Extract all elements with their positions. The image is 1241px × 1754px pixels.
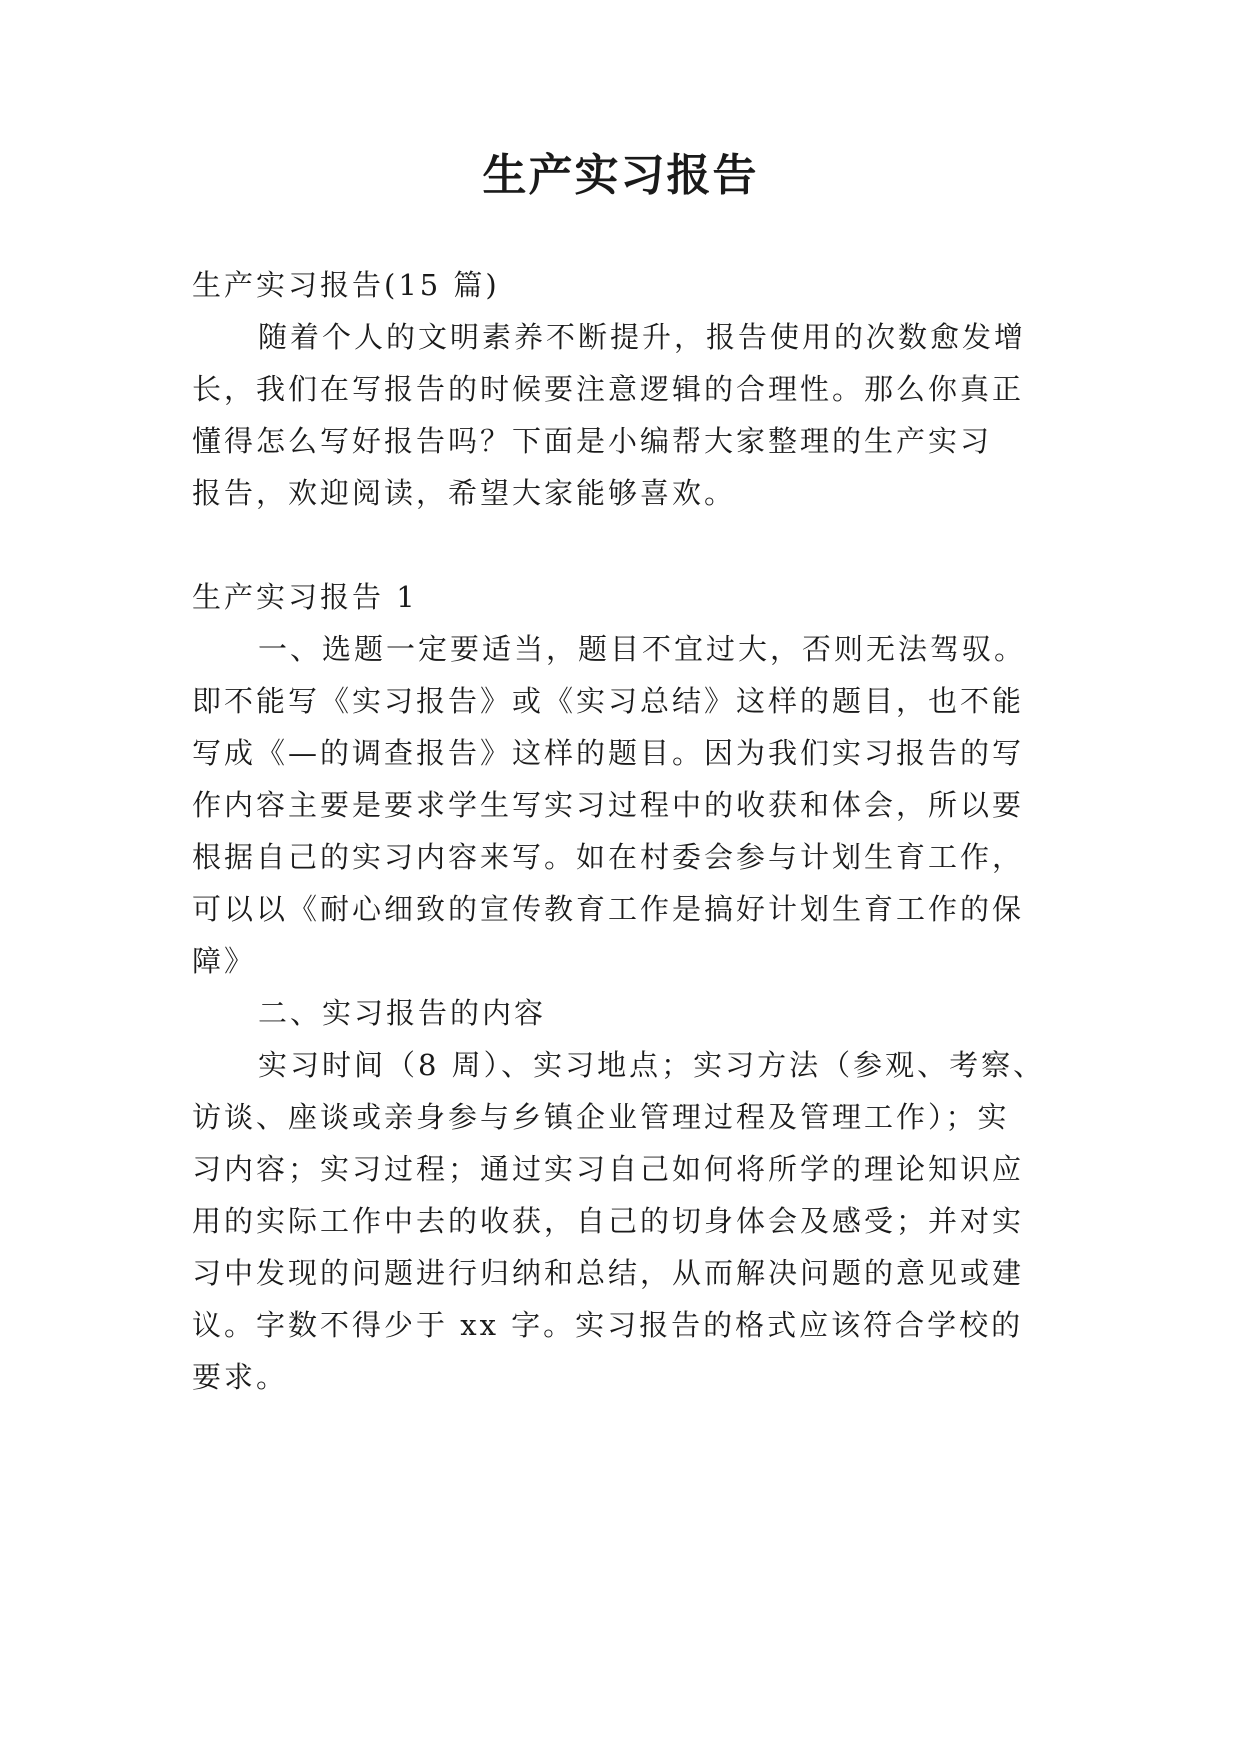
paragraph-line: 根据自己的实习内容来写。如在村委会参与计划生育工作， xyxy=(192,840,1025,874)
paragraph-line: 访谈、座谈或亲身参与乡镇企业管理过程及管理工作）；实 xyxy=(192,1100,1010,1134)
intro-line: 长，我们在写报告的时候要注意逻辑的合理性。那么你真正 xyxy=(192,372,1025,406)
paragraph-line: 可以以《耐心细致的宣传教育工作是搞好计划生育工作的保 xyxy=(192,892,1025,926)
paragraph-line: 写成《—的调查报告》这样的题目。因为我们实习报告的写 xyxy=(192,736,1025,770)
document-subtitle: 生产实习报告(15 篇) xyxy=(192,268,500,302)
paragraph-line: 障》 xyxy=(192,944,257,978)
paragraph-line: 习内容；实习过程；通过实习自己如何将所学的理论知识应 xyxy=(192,1152,1025,1186)
intro-line: 报告，欢迎阅读，希望大家能够喜欢。 xyxy=(192,476,737,510)
section-heading: 生产实习报告 1 xyxy=(192,580,418,614)
paragraph-line: 即不能写《实习报告》或《实习总结》这样的题目，也不能 xyxy=(192,684,1025,718)
intro-line: 随着个人的文明素养不断提升，报告使用的次数愈发增 xyxy=(258,320,1027,354)
document-title: 生产实习报告 xyxy=(482,150,759,201)
paragraph-line: 二、实习报告的内容 xyxy=(258,996,547,1030)
intro-line: 懂得怎么写好报告吗？下面是小编帮大家整理的生产实习 xyxy=(192,424,993,458)
paragraph-line: 一、选题一定要适当，题目不宜过大，否则无法驾驭。 xyxy=(258,632,1027,666)
paragraph-line: 要求。 xyxy=(192,1360,289,1394)
paragraph-line: 作内容主要是要求学生写实习过程中的收获和体会，所以要 xyxy=(192,788,1025,822)
paragraph-line: 实习时间（8 周）、实习地点；实习方法（参观、考察、 xyxy=(258,1048,1046,1082)
paragraph-line: 习中发现的问题进行归纳和总结，从而解决问题的意见或建 xyxy=(192,1256,1025,1290)
paragraph-line: 议。字数不得少于 xx 字。实习报告的格式应该符合学校的 xyxy=(192,1308,1024,1342)
paragraph-line: 用的实际工作中去的收获，自己的切身体会及感受；并对实 xyxy=(192,1204,1025,1238)
